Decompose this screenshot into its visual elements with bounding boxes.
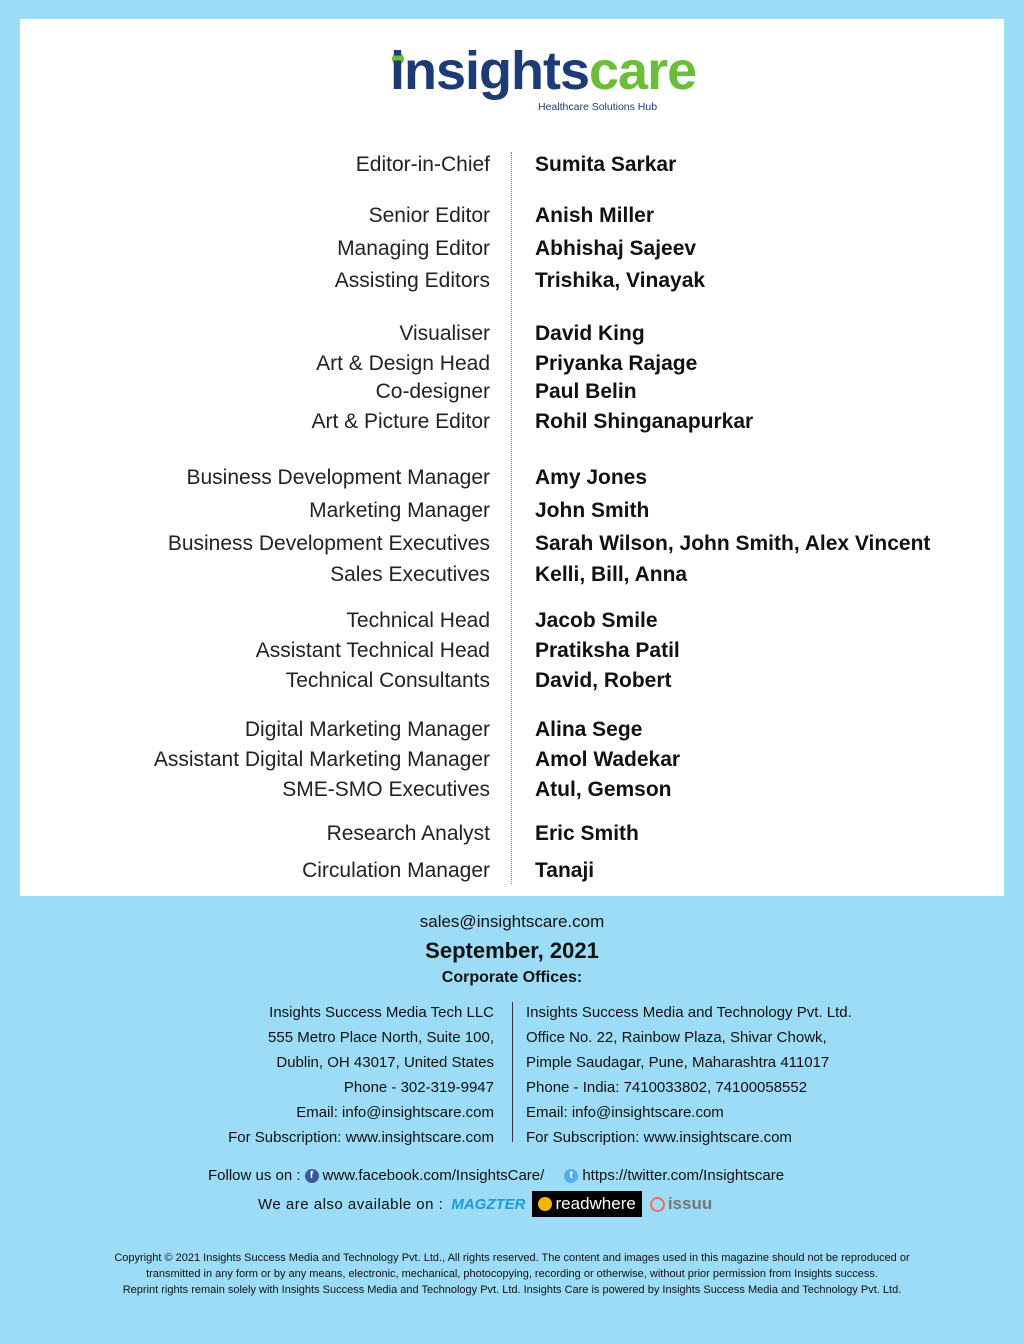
copyright-line: Copyright © 2021 Insights Success Media and Technology Pvt. Ltd., All rights reserved. The content and images used in this magazine should not be reproduced or <box>114 1252 910 1264</box>
masthead-role: Sales Executives <box>330 563 490 586</box>
masthead-role: Research Analyst <box>326 822 490 845</box>
office-us-address <box>228 1000 494 1150</box>
masthead-role: Technical Head <box>346 609 490 632</box>
masthead-name: Abhishaj Sajeev <box>535 237 697 260</box>
masthead-role: SME-SMO Executives <box>282 778 490 801</box>
masthead-name: Amy Jones <box>535 466 648 489</box>
office-us-line: 555 Metro Place North, Suite 100, <box>268 1029 494 1046</box>
masthead-name: Priyanka Rajage <box>535 352 698 375</box>
office-in-line: Office No. 22, Rainbow Plaza, Shivar Chowk, <box>526 1029 827 1046</box>
masthead-role: Art & Design Head <box>316 352 490 375</box>
masthead-name: Pratiksha Patil <box>535 639 680 662</box>
issuu-icon <box>650 1197 665 1212</box>
masthead-name: Amol Wadekar <box>535 748 681 771</box>
masthead-divider <box>511 152 512 884</box>
follow-us <box>208 1167 784 1184</box>
masthead-name: David, Robert <box>535 669 672 692</box>
masthead-role: Managing Editor <box>337 237 490 260</box>
office-in-line: Insights Success Media and Technology Pvt. Ltd. <box>526 1004 852 1021</box>
masthead-role: Senior Editor <box>368 204 490 227</box>
masthead-role: Business Development Manager <box>186 466 490 489</box>
office-us-line: Insights Success Media Tech LLC <box>269 1004 494 1021</box>
magzter-badge[interactable]: MAGZTER <box>451 1195 526 1213</box>
masthead-role: Marketing Manager <box>309 499 490 522</box>
masthead-role: Circulation Manager <box>302 859 490 882</box>
copyright-line: transmitted in any form or by any means, electronic, mechanical, photocopying, recording or otherwise, without prior permission from Insights success. <box>146 1268 878 1280</box>
masthead-name: Jacob Smile <box>535 609 658 632</box>
readwhere-badge[interactable]: readwhere <box>532 1191 642 1217</box>
masthead-name: Trishika, Vinayak <box>535 269 706 292</box>
readwhere-owl-icon <box>538 1197 552 1211</box>
masthead-role: Visualiser <box>399 322 490 345</box>
masthead-role: Assistant Technical Head <box>255 639 490 662</box>
masthead-role: Co-designer <box>375 380 490 403</box>
masthead-name: Alina Sege <box>535 718 643 741</box>
office-us-line: For Subscription: www.insightscare.com <box>228 1129 494 1146</box>
masthead-name: Sumita Sarkar <box>535 153 677 176</box>
logo-tagline: Healthcare Solutions Hub <box>538 101 658 113</box>
twitter-icon: t <box>564 1169 578 1183</box>
masthead-role: Assisting Editors <box>334 269 490 292</box>
masthead-name: Tanaji <box>535 859 595 882</box>
masthead-name: Anish Miller <box>535 204 655 227</box>
office-us-line: Phone - 302-319-9947 <box>343 1079 494 1096</box>
office-in-line: Phone - India: 7410033802, 74100058552 <box>526 1079 808 1096</box>
copyright-line: Reprint rights remain solely with Insights Success Media and Technology Pvt. Ltd. Insights Care is powered by Insights Success Media and Technology Pvt. Ltd. <box>122 1284 902 1296</box>
office-in-line: Pimple Saudagar, Pune, Maharashtra 411017 <box>526 1054 830 1071</box>
follow-label: Follow us on : <box>208 1167 301 1184</box>
insightscare-logo <box>370 39 697 119</box>
masthead-role: Art & Picture Editor <box>311 410 490 433</box>
copyright-notice <box>40 1250 984 1298</box>
masthead-name: Rohil Shinganapurkar <box>535 410 754 433</box>
masthead-role: Assistant Digital Marketing Manager <box>153 748 490 771</box>
masthead-name: Kelli, Bill, Anna <box>535 563 688 586</box>
issuu-badge[interactable]: issuu <box>650 1194 712 1214</box>
facebook-link[interactable]: www.facebook.com/InsightsCare/ <box>322 1167 545 1184</box>
facebook-icon: f <box>305 1169 319 1183</box>
available-on <box>258 1190 712 1218</box>
masthead-name: Atul, Gemson <box>535 778 672 801</box>
masthead-name: David King <box>535 322 645 345</box>
issue-date: September, 2021 <box>425 938 599 963</box>
masthead-role: Technical Consultants <box>285 669 490 692</box>
office-in-line: For Subscription: www.insightscare.com <box>526 1129 792 1146</box>
masthead-name: Eric Smith <box>535 822 639 845</box>
sales-email: sales@insightscare.com <box>419 912 605 931</box>
masthead-name: John Smith <box>535 499 650 522</box>
twitter-link[interactable]: https://twitter.com/Insightscare <box>582 1167 785 1184</box>
masthead-role: Editor-in-Chief <box>355 153 490 176</box>
available-label: We are also available on : <box>258 1195 444 1213</box>
masthead-name: Sarah Wilson, John Smith, Alex Vincent <box>535 532 931 555</box>
address-divider <box>512 1002 513 1142</box>
office-in-line: Email: info@insightscare.com <box>526 1104 724 1121</box>
logo-wordmark: insightscare <box>390 41 697 101</box>
office-us-line: Dublin, OH 43017, United States <box>276 1054 494 1071</box>
office-us-line: Email: info@insightscare.com <box>296 1104 494 1121</box>
office-india-address <box>526 1000 852 1150</box>
offices-title: Corporate Offices: <box>441 969 583 986</box>
masthead-role: Digital Marketing Manager <box>244 718 490 741</box>
masthead-role: Business Development Executives <box>167 532 490 555</box>
masthead-name: Paul Belin <box>535 380 637 403</box>
